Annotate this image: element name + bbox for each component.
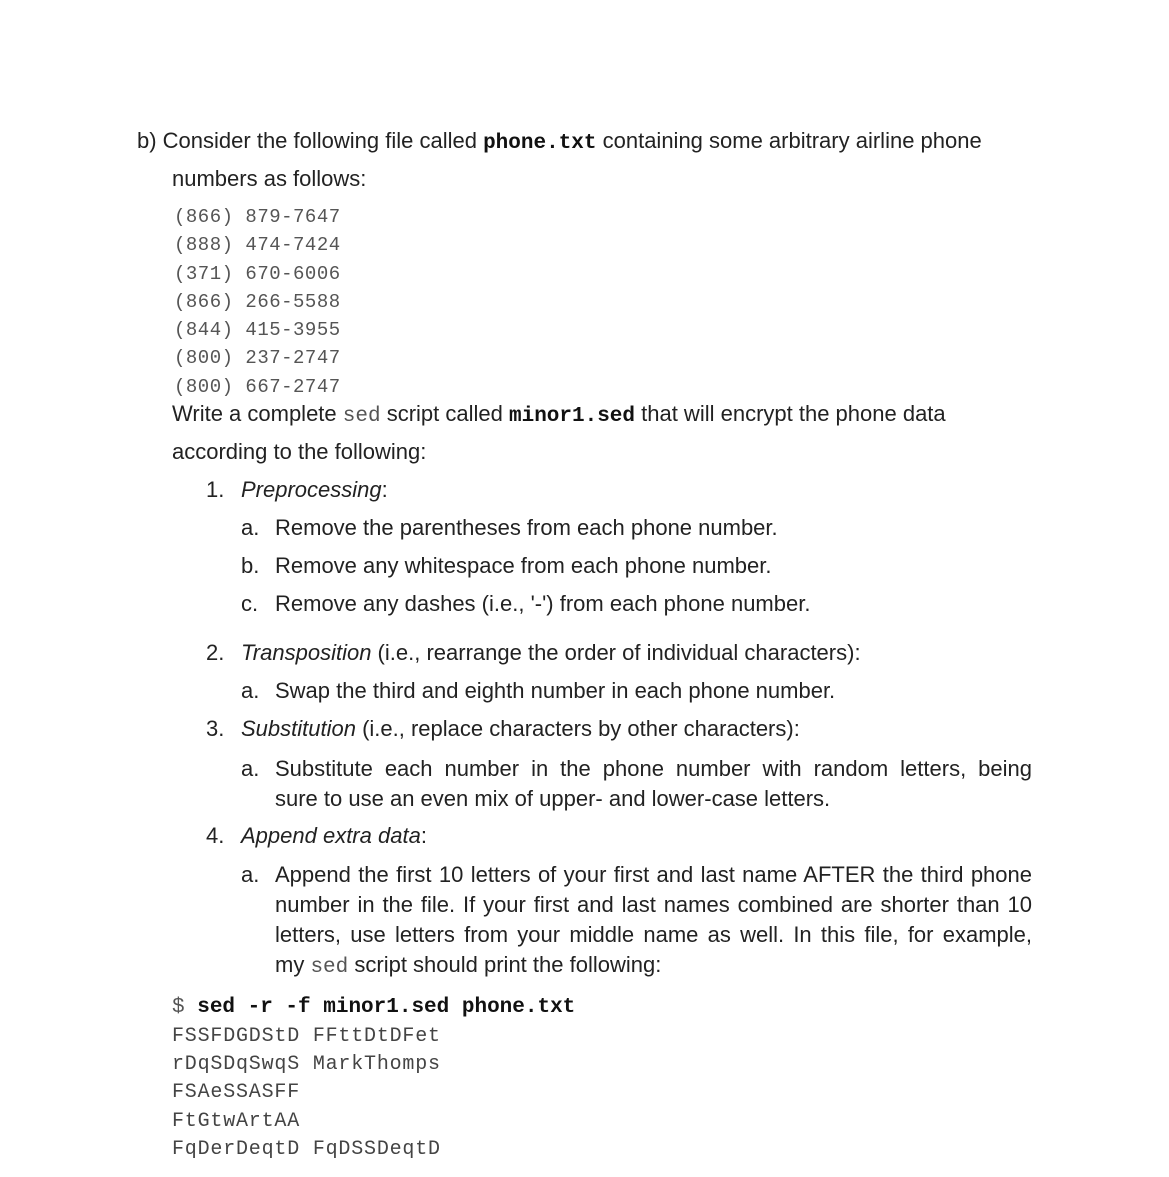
step-1c-label: c. — [241, 591, 259, 616]
phone-number: (800) 237-2747 — [174, 347, 341, 370]
step-3a-text — [275, 754, 1032, 814]
phone-number-list — [174, 203, 341, 401]
step-3a-line: Substitute each number in the phone number with random letters, being — [275, 756, 1032, 781]
task-text: that will encrypt the phone data — [635, 401, 946, 426]
step-1c-text: Remove any dashes (i.e., '-') from each phone number. — [275, 591, 811, 616]
step-1-heading — [241, 477, 388, 503]
phone-number: (800) 667-2747 — [174, 375, 341, 398]
step-1b-label: b. — [241, 553, 260, 578]
step-4a-text — [275, 860, 1032, 983]
intro-line — [137, 128, 1037, 156]
step-3-rest: (i.e., replace characters by other characters): — [355, 716, 800, 741]
sed-keyword: sed — [310, 956, 349, 979]
step-4a-line: letters, use letters from your middle name as well. In this file, for example, — [275, 922, 1032, 947]
phone-number: (866) 266-5588 — [174, 290, 341, 313]
step-4a-text-part: script should print the following: — [348, 952, 662, 977]
sed-keyword: sed — [342, 405, 381, 428]
step-3-title: Substitution — [241, 716, 356, 741]
step-2a-text: Swap the third and eighth number in each phone number. — [275, 678, 836, 703]
step-2a-label: a. — [241, 678, 260, 703]
phone-number: (371) 670-6006 — [174, 262, 341, 285]
output-line: FSAeSSASFF — [172, 1081, 301, 1105]
task-line-1 — [172, 401, 1032, 429]
step-4-rest: : — [420, 823, 427, 848]
script-name: minor1.sed — [508, 405, 636, 428]
step-4a-text-part: my — [275, 952, 311, 977]
step-1b-text: Remove any whitespace from each phone number. — [275, 553, 772, 578]
command-text: sed -r -f minor1.sed phone.txt — [197, 996, 576, 1019]
step-4a-line: Append the first 10 letters of your first and last name AFTER the third phone — [275, 862, 1032, 887]
step-3-heading — [241, 716, 800, 742]
output-line: FqDerDeqtD FqDSSDeqtD — [172, 1137, 441, 1161]
step-2-number: 2. — [206, 640, 225, 665]
step-2-title: Transposition — [241, 640, 372, 665]
step-4a-line: number in the file. If your first and last names combined are shorter than 10 — [275, 892, 1032, 917]
step-4a-label: a. — [241, 862, 260, 887]
step-3a-label: a. — [241, 756, 260, 781]
output-line: FSSFDGDStD FFttDtDFet — [172, 1025, 441, 1048]
step-1-title: Preprocessing — [241, 477, 382, 502]
step-4-title: Append extra data — [241, 823, 421, 848]
output-line: rDqSDqSwqS MarkThomps — [172, 1053, 441, 1077]
step-4-number: 4. — [206, 823, 225, 848]
command-prompt: $ — [172, 996, 198, 1019]
task-line-2: according to the following: — [172, 439, 427, 464]
step-2-rest: (i.e., rearrange the order of individual characters): — [371, 640, 861, 665]
step-1-number: 1. — [206, 477, 225, 502]
step-1a-text: Remove the parentheses from each phone number. — [275, 515, 778, 540]
step-4a-line — [275, 950, 1032, 983]
intro-prefix: b) Consider the following file called — [137, 128, 484, 153]
phone-number: (866) 879-7647 — [174, 206, 341, 228]
phone-number: (888) 474-7424 — [174, 234, 341, 257]
filename-phone-txt: phone.txt — [483, 132, 597, 155]
phone-number: (844) 415-3955 — [174, 319, 341, 342]
step-3a-line: sure to use an even mix of upper- and lower-case letters. — [275, 786, 831, 811]
intro-line-2: numbers as follows: — [172, 166, 367, 191]
step-1-rest: : — [381, 477, 388, 502]
task-text: Write a complete — [172, 401, 343, 426]
command-line — [172, 996, 575, 1019]
intro-suffix: containing some arbitrary airline phone — [596, 128, 982, 153]
step-1a-label: a. — [241, 515, 260, 540]
step-2-heading — [241, 640, 861, 666]
task-text: script called — [380, 401, 509, 426]
output-lines — [172, 1023, 441, 1164]
step-4-heading — [241, 823, 427, 849]
step-3-number: 3. — [206, 716, 225, 741]
output-line: FtGtwArtAA — [172, 1109, 301, 1133]
